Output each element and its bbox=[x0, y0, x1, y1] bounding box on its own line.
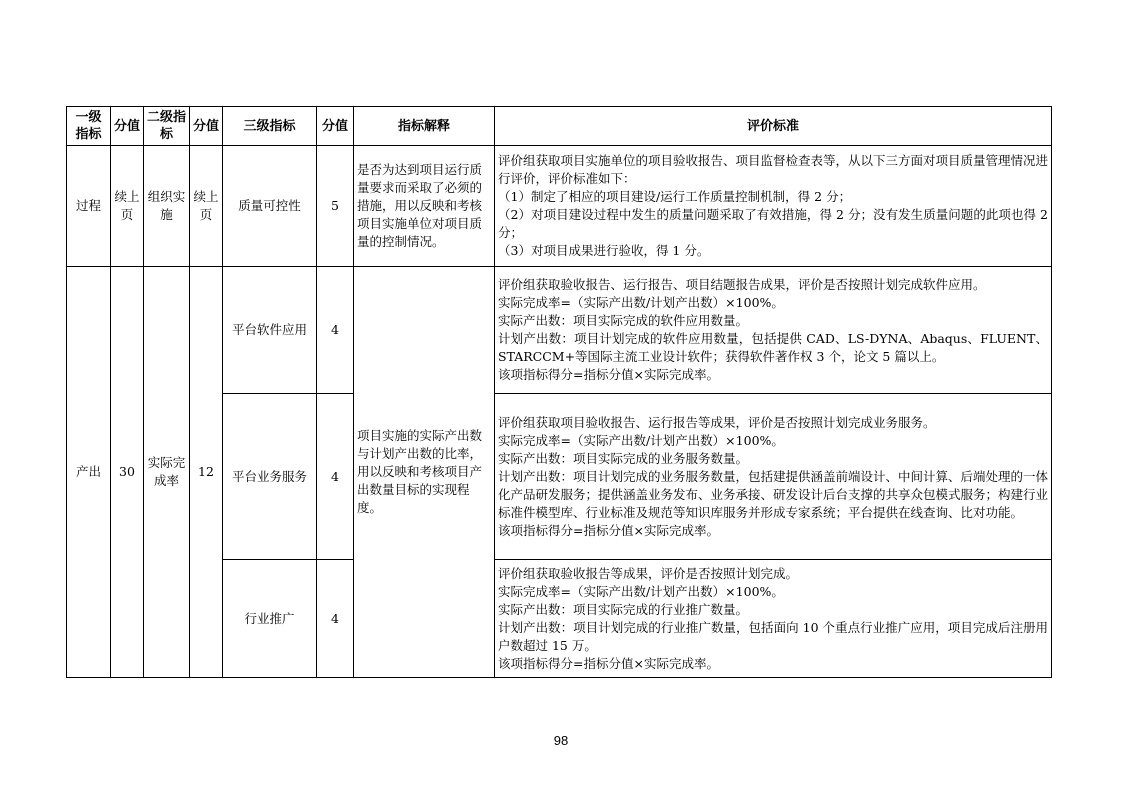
header-explanation: 指标解释 bbox=[354, 107, 495, 146]
header-level3: 三级指标 bbox=[223, 107, 317, 146]
criteria-line: （3）对项目成果进行验收，得 1 分。 bbox=[498, 243, 710, 258]
process-score1: 续上页 bbox=[111, 146, 144, 267]
criteria-line: 实际产出数：项目实际完成的软件应用数量。 bbox=[498, 313, 749, 328]
criteria-line: 该项指标得分=指标分值×实际完成率。 bbox=[498, 655, 719, 671]
output-criteria-service bbox=[495, 394, 1052, 560]
header-level1: 一级指标 bbox=[67, 107, 111, 146]
process-score3: 5 bbox=[317, 146, 354, 267]
criteria-line: 该项指标得分=指标分值×实际完成率。 bbox=[498, 367, 719, 382]
criteria-line: 实际产出数：项目实际完成的行业推广数量。 bbox=[498, 601, 749, 617]
output-criteria-promotion bbox=[495, 560, 1052, 678]
evaluation-table bbox=[66, 106, 1052, 678]
output-level3-promotion: 行业推广 bbox=[223, 560, 317, 678]
criteria-line: 实际完成率=（实际产出数/计划产出数）×100%。 bbox=[498, 295, 784, 310]
criteria-line: 评价组获取项目验收报告、运行报告等成果，评价是否按照计划完成业务服务。 bbox=[498, 414, 936, 430]
header-criteria: 评价标准 bbox=[495, 107, 1052, 146]
header-score3: 分值 bbox=[317, 107, 354, 146]
criteria-line: 计划产出数：项目计划完成的软件应用数量，包括提供 CAD、LS-DYNA、Abaqus、FLUENT、STARCCM+等国际主流工业设计软件；获得软件著作权 3 个，论文 5 篇以上。 bbox=[498, 331, 1048, 364]
process-level3: 质量可控性 bbox=[223, 146, 317, 267]
criteria-line: 评价组获取验收报告、运行报告、项目结题报告成果，评价是否按照计划完成软件应用。 bbox=[498, 277, 986, 292]
output-explanation: 项目实施的实际产出数与计划产出数的比率，用以反映和考核项目产出数量目标的实现程度。 bbox=[354, 267, 495, 678]
output-level2: 实际完成率 bbox=[144, 267, 190, 678]
criteria-line: 实际完成率=（实际产出数/计划产出数）×100%。 bbox=[498, 432, 784, 448]
table-row-process bbox=[67, 146, 1052, 267]
process-score2: 续上页 bbox=[190, 146, 223, 267]
process-level2: 组织实施 bbox=[144, 146, 190, 267]
criteria-line: 计划产出数：项目计划完成的业务服务数量，包括建提供涵盖前端设计、中间计算、后端处理的一体化产品研发服务；提供涵盖业务发布、业务承接、研发设计后台支撑的共享众包模式服务；构建行业标准件模型库、行业标准及规范等知识库服务并形成专家系统；平台提供在线查询、比对功能。 bbox=[498, 468, 1049, 520]
process-criteria bbox=[495, 146, 1052, 267]
output-criteria-software bbox=[495, 267, 1052, 394]
criteria-line: 评价组获取验收报告等成果，评价是否按照计划完成。 bbox=[498, 565, 799, 581]
table-row-output-software bbox=[67, 267, 1052, 394]
criteria-line: 实际完成率=（实际产出数/计划产出数）×100%。 bbox=[498, 583, 784, 599]
page-number: 98 bbox=[553, 733, 569, 748]
criteria-line: 计划产出数：项目计划完成的行业推广数量，包括面向 10 个重点行业推广应用，项目完成后注册用户数超过 15 万。 bbox=[498, 619, 1048, 653]
output-score2: 12 bbox=[190, 267, 223, 678]
header-row bbox=[67, 107, 1052, 146]
process-explanation: 是否为达到项目运行质量要求而采取了必须的措施，用以反映和考核项目实施单位对项目质量的控制情况。 bbox=[354, 146, 495, 267]
header-level2: 二级指标 bbox=[144, 107, 190, 146]
header-score2: 分值 bbox=[190, 107, 223, 146]
output-score3-promotion: 4 bbox=[317, 560, 354, 678]
criteria-line: 实际产出数：项目实际完成的业务服务数量。 bbox=[498, 450, 749, 466]
process-level1: 过程 bbox=[67, 146, 111, 267]
output-score1: 30 bbox=[111, 267, 144, 678]
criteria-line: （2）对项目建设过程中发生的质量问题采取了有效措施，得 2 分；没有发生质量问题的此项也得 2 分； bbox=[498, 207, 1048, 240]
output-level3-service: 平台业务服务 bbox=[223, 394, 317, 560]
header-score1: 分值 bbox=[111, 107, 144, 146]
criteria-line: 该项指标得分=指标分值×实际完成率。 bbox=[498, 522, 719, 538]
criteria-line: （1）制定了相应的项目建设/运行工作质量控制机制，得 2 分； bbox=[498, 189, 852, 204]
output-score3-software: 4 bbox=[317, 267, 354, 394]
output-level1: 产出 bbox=[67, 267, 111, 678]
output-level3-software: 平台软件应用 bbox=[223, 267, 317, 394]
output-score3-service: 4 bbox=[317, 394, 354, 560]
criteria-line: 评价组获取项目实施单位的项目验收报告、项目监督检查表等，从以下三方面对项目质量管理情况进行评价，评价标准如下： bbox=[498, 153, 1049, 186]
